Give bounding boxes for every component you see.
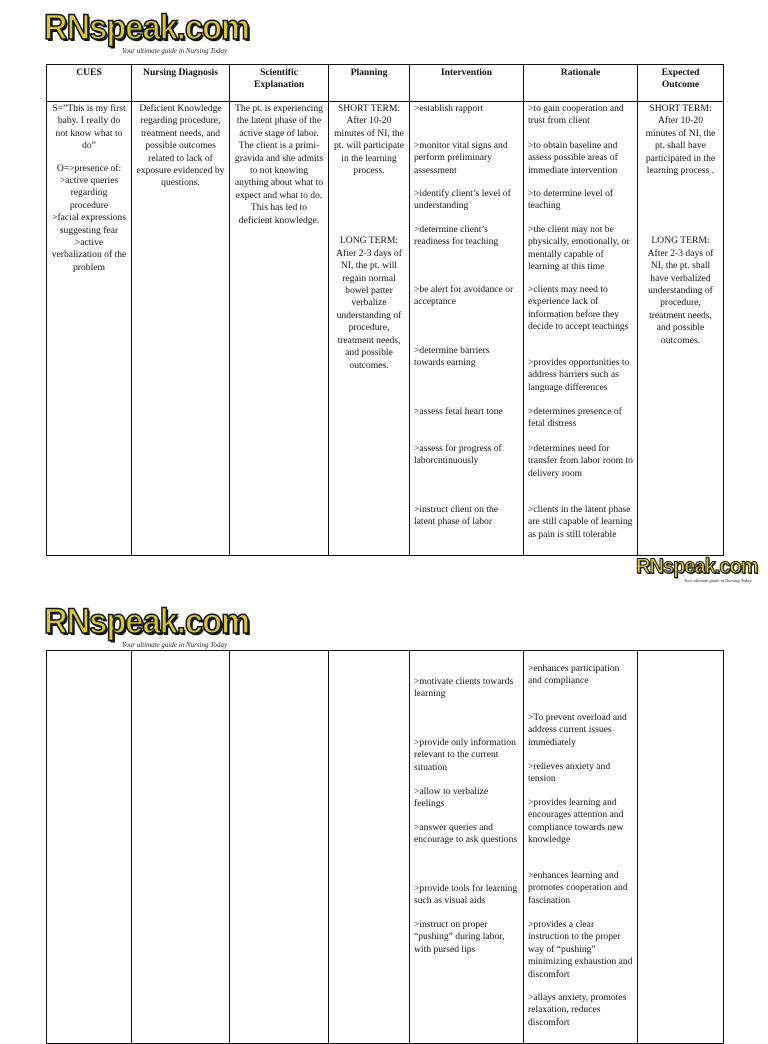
cell-nursing-diagnosis: [132, 651, 230, 1044]
list-item: >determine barriers towards earning: [414, 345, 490, 369]
planning-short-term: SHORT TERM: After 10-20 minutes of NI, the pt. will participate in the learning process.: [333, 103, 405, 177]
list-item: >identify client’s level of understanding: [414, 188, 511, 212]
list-item: >determines need for transfer from labor room to delivery room: [528, 443, 633, 479]
header-cues: CUES: [47, 65, 132, 102]
scientific-explanation-text: The pt. is experiencing the latent phase of the active stage of labor. The client is a primi-gravida and she admits to not knowing anything about what to expect and what to do. This has led to deficient knowledge.: [234, 103, 324, 226]
list-item: >the client may not be physically, emotionally, or mentally capable of learning at this time: [528, 224, 630, 273]
nursing-care-plan-table-continued: [46, 650, 724, 1044]
logo-wordmark: RNspeak.com: [44, 8, 250, 47]
table-header-row: [47, 65, 724, 102]
list-item: >assess fetal heart tone: [414, 406, 503, 417]
list-item: >enhances participation and compliance: [528, 663, 620, 687]
list-item: >provide only information relevant to the current situation: [414, 737, 516, 773]
cell-expected-outcome: [638, 102, 724, 556]
planning-long-term: LONG TERM: After 2-3 days of NI, the pt. will regain normal bowel patter verbalize understanding of procedure, treatment needs, and possible outcomes.: [336, 235, 402, 371]
cues-objective-item: >facial expressions suggesting fear: [52, 212, 126, 236]
header-rationale: Rationale: [524, 65, 638, 102]
cell-planning: [329, 651, 410, 1044]
cues-objective-item: >active verbalization of the problem: [51, 237, 127, 273]
list-item: >to determine level of teaching: [528, 188, 614, 212]
cell-scientific-explanation: [230, 651, 329, 1044]
logo-tagline: Your ultimate guide in Nursing Today: [684, 578, 752, 583]
logo-tagline: Your ultimate guide in Nursing Today: [122, 47, 228, 55]
list-item: >determine client’s readiness for teaching: [414, 224, 499, 248]
header-intervention: Intervention: [410, 65, 524, 102]
cell-expected-outcome: [638, 651, 724, 1044]
footer-logo: [636, 556, 764, 583]
list-item: >to gain cooperation and trust from client: [528, 103, 624, 127]
header-scientific-explanation: Scientific Explanation: [230, 65, 329, 102]
table-row: [47, 651, 724, 1044]
list-item: >instruct on proper “pushing” during labor, with pursed lips: [414, 919, 505, 955]
list-item: >provides learning and encourages attention and compliance towards new knowledge: [528, 797, 624, 846]
logo-wordmark: RNspeak.com: [44, 602, 250, 641]
outcome-short-term: SHORT TERM: After 10-20 minutes of NI, the pt. shall have participated in the learning process .: [645, 103, 716, 177]
list-item: >provides a clear instruction to the proper way of “pushing” minimizing exhaustion and discomfort: [528, 919, 633, 980]
header-nursing-diagnosis: Nursing Diagnosis: [132, 65, 230, 102]
list-item: >allow to verbalize feelings: [414, 786, 489, 810]
cell-nursing-diagnosis: [132, 102, 230, 556]
list-item: >be alert for avoidance or acceptance: [414, 284, 514, 308]
cell-scientific-explanation: [230, 102, 329, 556]
list-item: >provides opportunities to address barriers such as language differences: [528, 357, 630, 393]
header-expected-outcome: Expected Outcome: [638, 65, 724, 102]
list-item: >establish rapport: [414, 103, 484, 114]
list-item: >determines presence of fetal distress: [528, 406, 622, 430]
site-logo: [44, 10, 265, 55]
list-item: >answer queries and encourage to ask questions: [414, 822, 518, 846]
cell-intervention: [410, 651, 524, 1044]
list-item: >assess for progress of laborcntinuously: [414, 443, 502, 467]
header-planning: Planning: [329, 65, 410, 102]
list-item: >instruct client on the latent phase of labor: [414, 504, 499, 528]
list-item: >allays anxiety, promotes relaxation, reduces discomfort: [528, 992, 627, 1028]
nursing-diagnosis-text: Deficient Knowledge regarding procedure, treatment needs, and possible outcomes related to lack of exposure evidenced by questions.: [136, 103, 225, 189]
cues-objective-label: O=>presence of:: [56, 162, 122, 174]
cell-planning: [329, 102, 410, 556]
list-item: >clients in the latent phase are still capable of learning as pain is still tolerable: [528, 504, 633, 540]
list-item: >monitor vital signs and perform preliminary assessment: [414, 140, 508, 176]
outcome-long-term: LONG TERM: After 2-3 days of NI, the pt. shall have verbalized understanding of procedure, treatment needs, and possible outcomes.: [647, 235, 714, 346]
cell-cues: [47, 102, 132, 556]
nursing-care-plan-table: [46, 64, 724, 556]
cell-intervention: [410, 102, 524, 556]
cell-rationale: [524, 102, 638, 556]
cell-cues: [47, 651, 132, 1044]
list-item: >provide tools for learning such as visual aids: [414, 883, 518, 907]
site-logo: [44, 604, 265, 649]
list-item: >To prevent overload and address current issues immediately: [528, 712, 627, 748]
logo-wordmark: RNspeak.com: [636, 555, 758, 578]
cues-subjective: S=”This is my first baby. I really do not know what to do”: [52, 103, 126, 152]
list-item: >clients may need to experience lack of information before they decide to accept teachings: [528, 284, 629, 333]
list-item: >enhances learning and promotes cooperation and fascination: [528, 870, 628, 906]
logo-tagline: Your ultimate guide in Nursing Today: [122, 641, 228, 649]
table-row: [47, 102, 724, 556]
list-item: >relieves anxiety and tension: [528, 761, 611, 785]
cues-objective-item: >active queries regarding procedure: [59, 175, 119, 211]
list-item: >to obtain baseline and assess possible areas of immediate intervention: [528, 140, 618, 176]
cell-rationale: [524, 651, 638, 1044]
list-item: >motivate clients towards learning: [414, 676, 514, 700]
